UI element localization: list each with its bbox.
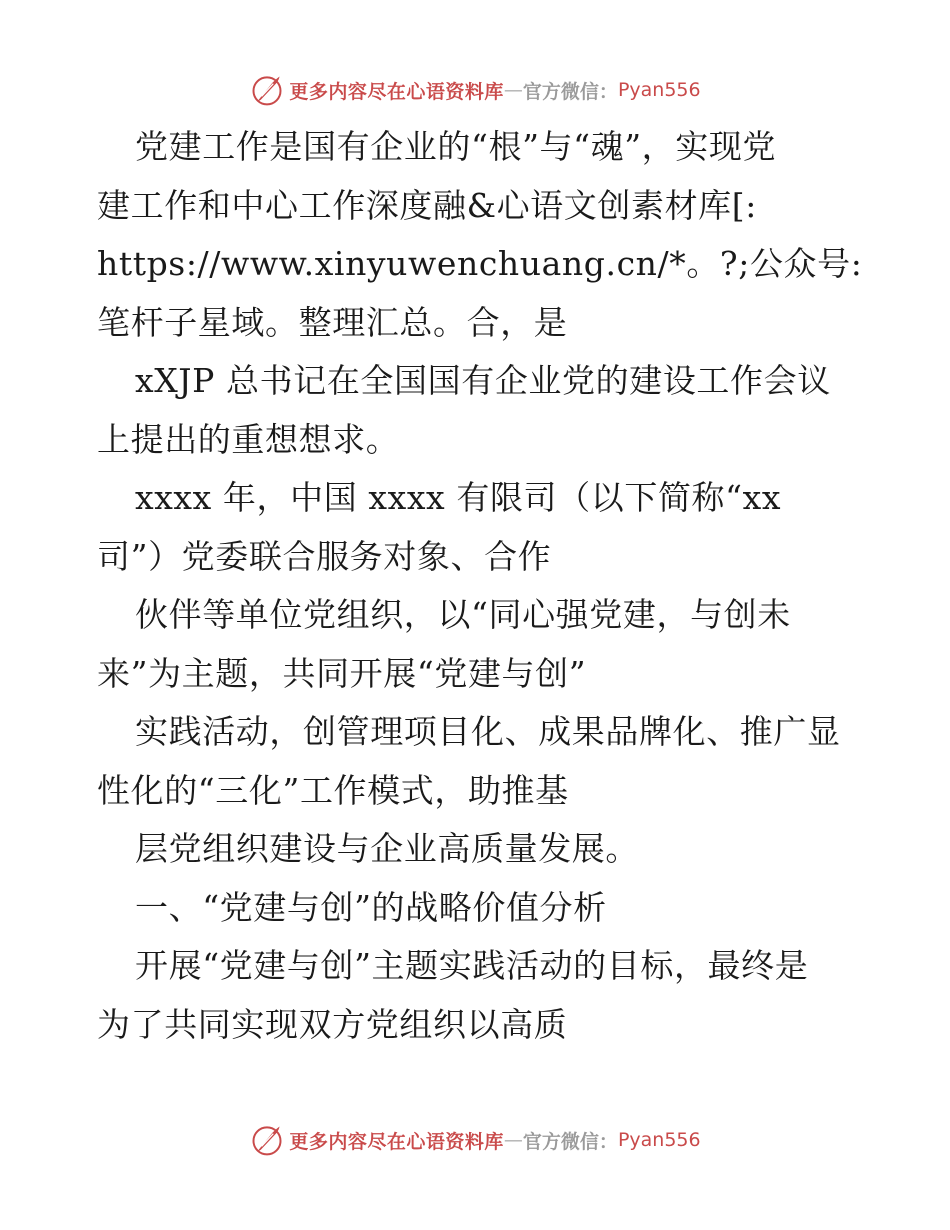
text-line: 性化的“三化”工作模式，助推基 xyxy=(97,770,569,810)
section-heading: 一、“党建与创”的战略价值分析 xyxy=(135,887,607,927)
text-line: 司”）党委联合服务对象、合作 xyxy=(97,536,552,576)
banner-main-text: 更多内容尽在心语资料库 xyxy=(289,1130,504,1153)
text-line: xXJP 总书记在全国国有企业党的建设工作会议 xyxy=(135,361,831,400)
banner-wechat-label: 官方微信： xyxy=(522,1130,618,1153)
document-body xyxy=(97,118,863,1054)
banner-main-text: 更多内容尽在心语资料库 xyxy=(289,80,504,103)
feather-pen-logo-icon xyxy=(249,1122,285,1158)
text-line: 伙伴等单位党组织，以“同心强党建，与创未 xyxy=(135,595,791,634)
banner-dash: — xyxy=(503,1129,523,1151)
text-line: 实践活动，创管理项目化、成果品牌化、推广显 xyxy=(135,712,841,751)
footer-watermark-banner xyxy=(0,1120,950,1160)
text-line: 开展“党建与创”主题实践活动的目标，最终是 xyxy=(135,946,809,985)
header-watermark-banner xyxy=(0,70,950,110)
text-line: 来”为主题，共同开展“党建与创” xyxy=(97,653,587,693)
text-line: https://www.xinyuwenchuang.cn/*。?;公众号: xyxy=(97,244,863,283)
banner-wechat-id: Pyan556 xyxy=(617,79,701,101)
text-line: 上提出的重想想求。 xyxy=(97,419,400,459)
feather-pen-logo-icon xyxy=(249,72,285,108)
text-line: 层党组织建设与企业高质量发展。 xyxy=(135,829,639,868)
text-line: 为了共同实现双方党组织以高质 xyxy=(97,1004,568,1044)
banner-dash: — xyxy=(503,79,523,101)
banner-wechat-label: 官方微信： xyxy=(522,80,618,103)
text-line: 党建工作是国有企业的“根”与“魂”，实现党 xyxy=(135,127,777,166)
banner-wechat-id: Pyan556 xyxy=(617,1129,701,1151)
text-line: xxxx 年，中国 xxxx 有限司（以下简称“xx xyxy=(135,478,782,517)
text-line: 笔杆子星域。整理汇总。合，是 xyxy=(97,302,568,342)
text-line: 建工作和中心工作深度融&心语文创素材库[: xyxy=(97,185,757,225)
